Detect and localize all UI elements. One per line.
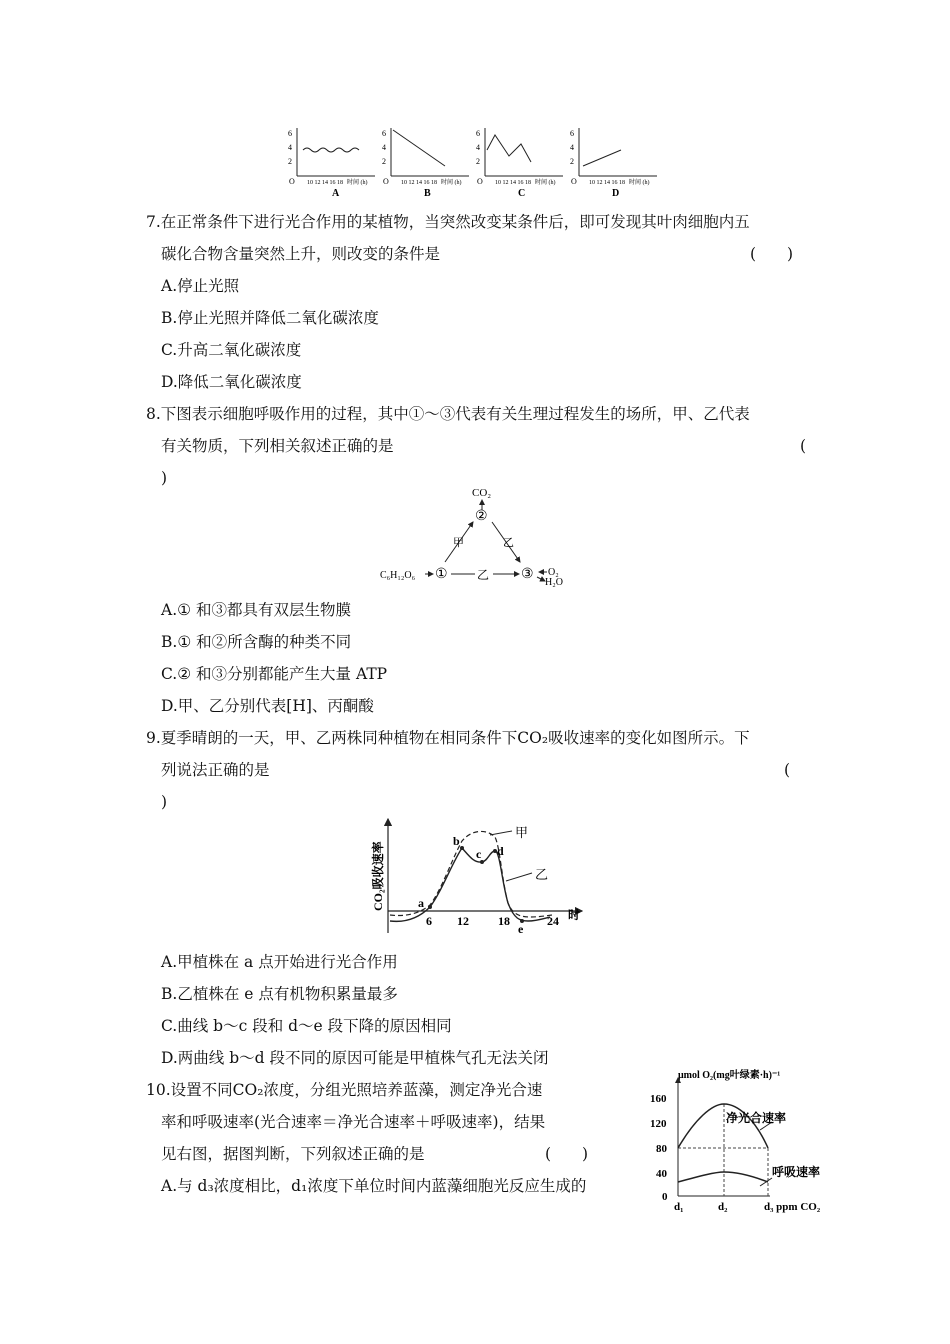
- q8-paren-open: (: [800, 437, 807, 455]
- q8-line2: 有关物质，下列相关叙述正确的是: [161, 437, 394, 455]
- ytick-0: 0: [662, 1191, 668, 1203]
- legend-yi: 乙: [535, 867, 549, 882]
- q7-option-b: B.停止光照并降低二氧化碳浓度: [161, 309, 379, 327]
- xtick-24: 24: [547, 914, 559, 928]
- xtick-12: 12: [457, 914, 469, 928]
- xtick-6: 6: [426, 914, 432, 928]
- q9-option-b: B.乙植株在 e 点有机物积累量最多: [161, 985, 398, 1003]
- chart-b: [382, 128, 469, 199]
- ytick-160: 160: [650, 1093, 667, 1105]
- q7-option-a: A.停止光照: [161, 277, 240, 295]
- svg-text:2: 2: [570, 157, 574, 166]
- q9-line1: 9.夏季晴朗的一天，甲、乙两株同种植物在相同条件下CO₂吸收速率的变化如图所示。下: [146, 729, 750, 747]
- net-rate-label: 净光合速率: [726, 1111, 787, 1125]
- q7-line1: 7.在正常条件下进行光合作用的某植物，当突然改变某条件后，即可发现其叶肉细胞内五: [146, 213, 750, 231]
- y-axis-unit: μmol O₂(mg叶绿素·h)⁻¹: [678, 1070, 781, 1081]
- q9-line2: 列说法正确的是: [161, 761, 270, 779]
- q8-option-c: C.② 和③分别都能产生大量 ATP: [161, 665, 388, 683]
- svg-text:6: 6: [476, 129, 480, 138]
- svg-text:O: O: [477, 177, 483, 186]
- xticks: 10 12 14 16 18: [307, 180, 343, 186]
- svg-text:时间 (h): 时间 (h): [441, 180, 462, 186]
- chart-c: [476, 128, 563, 199]
- q8-option-a: A.① 和③都具有双层生物膜: [161, 601, 351, 619]
- xunit: 时间 (h): [347, 180, 368, 186]
- yi-top-label: 乙: [503, 537, 514, 549]
- svg-text:4: 4: [476, 143, 480, 152]
- svg-text:4: 4: [570, 143, 574, 152]
- q9-paren-open: (: [784, 761, 791, 779]
- ytick-40: 40: [656, 1168, 667, 1180]
- q10-line1: 10.设置不同CO₂浓度，分组光照培养蓝藻，测定净光合速: [146, 1081, 543, 1099]
- label-d: D: [612, 188, 620, 199]
- origin: O: [289, 177, 295, 186]
- q8-paren-close: ): [161, 469, 168, 487]
- chart-a: [288, 128, 375, 199]
- svg-text:10 12 14 16 18: 10 12 14 16 18: [589, 180, 625, 186]
- q10-answer-paren: ( ): [545, 1145, 589, 1163]
- label-c: C: [518, 188, 526, 199]
- ytick-4: 4: [288, 143, 292, 152]
- top-line-charts: [285, 120, 665, 200]
- label-b: B: [424, 188, 431, 199]
- svg-text:2: 2: [382, 157, 386, 166]
- svg-text:时间 (h): 时间 (h): [535, 180, 556, 186]
- svg-text:10 12 14 16 18: 10 12 14 16 18: [495, 180, 531, 186]
- curve-yi: [390, 848, 550, 921]
- q7-option-d: D.降低二氧化碳浓度: [161, 373, 302, 391]
- node-1: ①: [435, 567, 448, 582]
- ytick-6: 6: [288, 129, 292, 138]
- node-3: ③: [521, 567, 534, 582]
- photosynthesis-rate-chart: [640, 1064, 840, 1214]
- resp-rate-label: 呼吸速率: [772, 1165, 821, 1179]
- svg-text:10 12 14 16 18: 10 12 14 16 18: [401, 180, 437, 186]
- q8-option-b: B.① 和②所含酶的种类不同: [161, 633, 352, 651]
- node-2: ②: [475, 509, 488, 524]
- point-d: d: [497, 844, 504, 858]
- point-a: a: [418, 896, 424, 910]
- y-axis-label: CO₂吸收速率: [371, 841, 385, 911]
- ytick-80: 80: [656, 1143, 667, 1155]
- legend-jia: 甲: [515, 825, 529, 840]
- ytick-120: 120: [650, 1118, 667, 1130]
- point-c: c: [476, 847, 482, 861]
- label-a: A: [332, 188, 340, 199]
- q9-paren-close: ): [161, 793, 168, 811]
- q7-option-c: C.升高二氧化碳浓度: [161, 341, 302, 359]
- glucose-label: C₆H₁₂O₆: [380, 570, 416, 581]
- chart-d: [570, 128, 657, 199]
- q10-line3: 见右图，据图判断，下列叙述正确的是: [161, 1145, 425, 1163]
- svg-text:O: O: [571, 177, 577, 186]
- h2o-label: H₂O: [545, 577, 563, 588]
- co2-label: CO₂: [472, 487, 492, 499]
- q10-line2: 率和呼吸速率(光合速率＝净光合速率＋呼吸速率)，结果: [161, 1113, 546, 1131]
- xtick-18: 18: [498, 914, 510, 928]
- svg-text:O: O: [383, 177, 389, 186]
- svg-text:4: 4: [382, 143, 386, 152]
- co2-absorption-chart: [362, 815, 592, 940]
- q8-line1: 8.下图表示细胞呼吸作用的过程，其中①～③代表有关生理过程发生的场所，甲、乙代表: [146, 405, 750, 423]
- respiration-diagram: [375, 484, 585, 592]
- xtick-d2: d₂: [718, 1201, 728, 1213]
- q9-option-c: C.曲线 b～c 段和 d～e 段下降的原因相同: [161, 1017, 452, 1035]
- o2-label: O₂: [548, 567, 559, 578]
- q8-option-d: D.甲、乙分别代表[H]、丙酮酸: [161, 697, 374, 715]
- svg-text:2: 2: [476, 157, 480, 166]
- xtick-d3: d₃ ppm CO₂: [764, 1201, 821, 1213]
- jia-label: 甲: [453, 537, 464, 549]
- q10-option-a: A.与 d₃浓度相比，d₁浓度下单位时间内蓝藻细胞光反应生成的: [161, 1177, 587, 1195]
- ytick-2: 2: [288, 157, 292, 166]
- q9-option-a: A.甲植株在 a 点开始进行光合作用: [161, 953, 398, 971]
- respiration-curve: [678, 1172, 768, 1182]
- point-b: b: [453, 834, 460, 848]
- q7-line2: 碳化合物含量突然上升，则改变的条件是: [161, 245, 441, 263]
- x-axis-unit: 时: [568, 908, 581, 922]
- svg-text:6: 6: [382, 129, 386, 138]
- q9-option-d: D.两曲线 b～d 段不同的原因可能是甲植株气孔无法关闭: [161, 1049, 549, 1067]
- q7-answer-paren: ( ): [750, 245, 794, 263]
- svg-text:6: 6: [570, 129, 574, 138]
- point-e: e: [518, 922, 524, 936]
- svg-text:时间 (h): 时间 (h): [629, 180, 650, 186]
- yi-mid-label: 乙: [477, 568, 490, 582]
- xtick-d1: d₁: [674, 1201, 684, 1213]
